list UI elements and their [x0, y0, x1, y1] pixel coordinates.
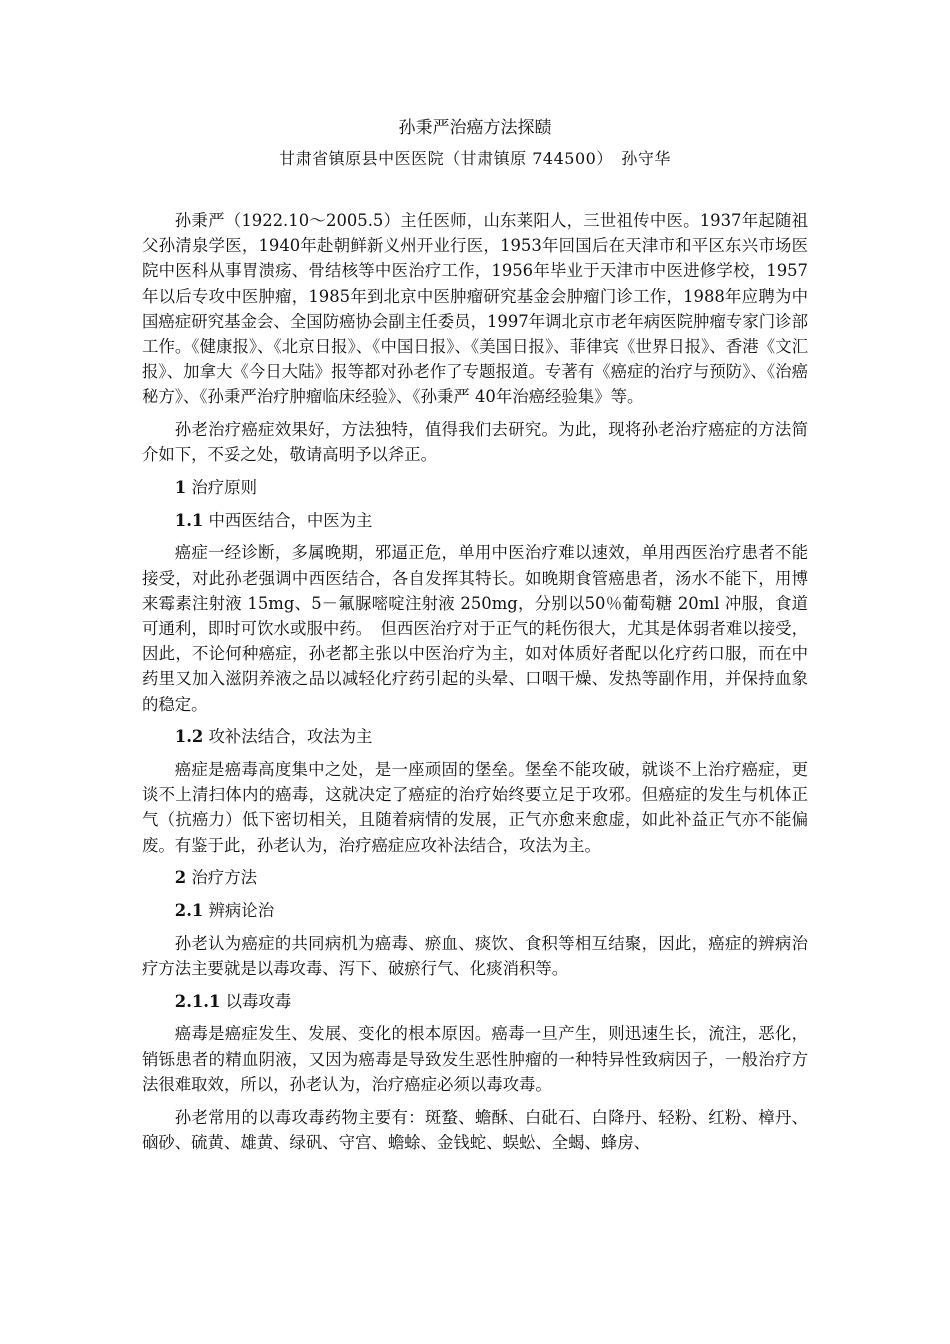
author-affiliation: 甘肃省镇原县中医医院（甘肃镇原 744500） 孙守华: [279, 149, 671, 168]
section-heading-1: [142, 475, 808, 500]
page-title: 孙秉严治癌方法探赜: [398, 118, 552, 138]
paragraph-toxin-theory: 癌毒是癌症发生、发展、变化的根本原因。癌毒一旦产生，则迅速生长，流注，恶化，销铄患者的精血阴液，又因为癌毒是导致发生恶性肿瘤的一种特异性致病因子，一般治疗方法很难取效，所以，孙老认为，治疗癌症必须以毒攻毒。: [142, 1024, 808, 1094]
section-number: 2: [174, 868, 187, 888]
paragraph-intro: 孙老治疗癌症效果好，方法独特，值得我们去研究。为此，现将孙老治疗癌症的方法简介如下，不妥之处，敬请高明予以斧正。: [142, 420, 808, 465]
section-number: 2.1.1: [174, 991, 221, 1011]
section-heading-2-1-1: [142, 989, 808, 1014]
paragraph-toxin-drugs: 孙老常用的以毒攻毒药物主要有：斑蝥、蟾酥、白砒石、白降丹、轻粉、红粉、樟丹、硇砂、硫黄、雄黄、绿矾、守宫、蟾蜍、金钱蛇、蜈蚣、全蝎、蜂房、: [142, 1107, 808, 1152]
section-heading-1-2: [142, 724, 808, 749]
paragraph-attack-tonify: 癌症是癌毒高度集中之处，是一座顽固的堡垒。堡垒不能攻破，就谈不上治疗癌症，更谈不上清扫体内的癌毒，这就决定了癌症的治疗始终要立足于攻邪。但癌症的发生与机体正气（抗癌力）低下密切相关，且随着病情的发展，正气亦愈来愈虚，如此补益正气亦不能偏废。有鉴于此，孙老认为，治疗癌症应攻补法结合，攻法为主。: [142, 760, 808, 855]
article-body: [142, 208, 808, 1162]
section-heading-2-1: [142, 898, 808, 923]
paragraph-biography: 孙秉严（1922.10～2005.5）主任医师，山东莱阳人，三世祖传中医。1937年起随祖父孙清泉学医，1940年赴朝鲜新义州开业行医，1953年回国后在天津市和平区东兴市场医院中医科从事胃溃疡、骨结核等中医治疗工作，1956年毕业于天津市中医进修学校，1957年以后专攻中医肿瘤，1985年到北京中医肿瘤研究基金会肿瘤门诊工作，1988年应聘为中国癌症研究基金会、全国防癌协会副主任委员，1997年调北京市老年病医院肿瘤专家门诊部工作。《健康报》、《北京日报》、《中国日报》、《美国日报》、菲律宾《世界日报》、香港《文汇报》、加拿大《今日大陆》报等都对孙老作了专题报道。专著有《癌症的治疗与预防》、《治癌秘方》、《孙秉严治疗肿瘤临床经验》、《孙秉严 40年治癌经验集》等。: [142, 211, 808, 407]
section-title: 治疗原则: [186, 478, 257, 498]
section-title: 以毒攻毒: [220, 991, 292, 1011]
section-number: 1: [174, 478, 187, 498]
section-title: 治疗方法: [186, 868, 257, 888]
section-number: 1.1: [174, 510, 204, 530]
paragraph-pathogenesis: 孙老认为癌症的共同病机为癌毒、瘀血、痰饮、食积等相互结聚，因此，癌症的辨病治疗方法主要就是以毒攻毒、泻下、破瘀行气、化痰消积等。: [142, 933, 808, 978]
section-number: 2.1: [174, 901, 204, 921]
section-title: 攻补法结合，攻法为主: [203, 727, 373, 747]
section-title: 辨病论治: [203, 901, 275, 921]
section-number: 1.2: [174, 727, 204, 747]
paragraph-integration: 癌症一经诊断，多属晚期，邪逼正危，单用中医治疗难以速效，单用西医治疗患者不能接受，对此孙老强调中西医结合，各自发挥其特长。如晚期食管癌患者，汤水不能下，用博来霉素注射液 15mg、5－氟脲嘧啶注射液 250mg，分别以50％葡萄糖 20ml 冲服，食道可通利，即时可饮水或服中药。 但西医治疗对于正气的耗伤很大，尤其是体弱者难以接受，因此，不论何种癌症，孙老都主张以中医治疗为主，如对体质好者配以化疗药口服，而在中药里又加入滋阴养液之品以减轻化疗药引起的头晕、口咽干燥、发热等副作用，并保持血象的稳定。: [142, 543, 808, 714]
section-heading-2: [142, 865, 808, 890]
section-heading-1-1: [142, 508, 808, 533]
section-title: 中西医结合，中医为主: [203, 510, 373, 530]
